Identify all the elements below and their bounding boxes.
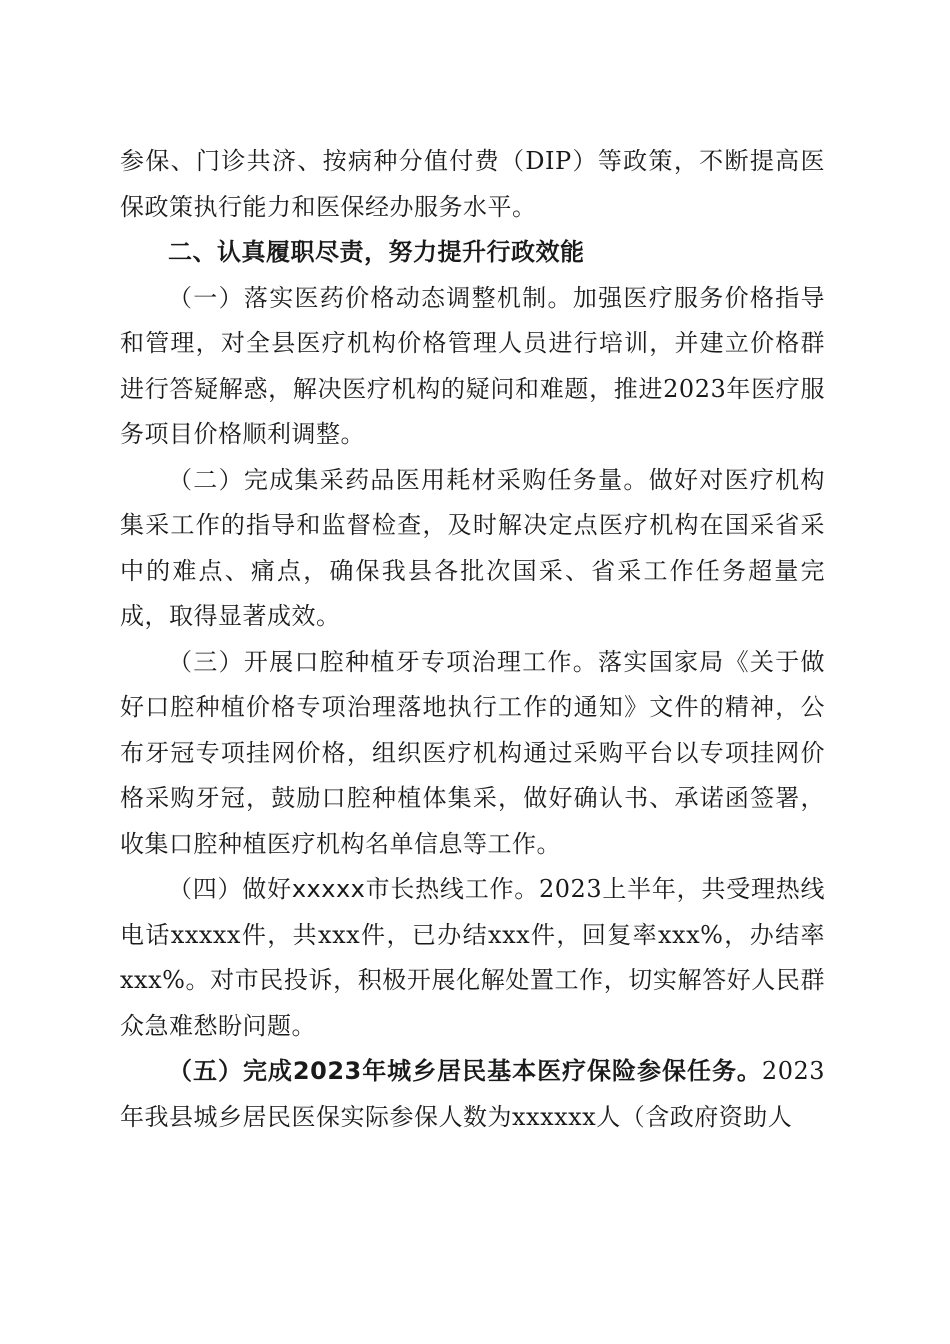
list-item xyxy=(120,640,825,868)
list-item xyxy=(120,458,825,640)
item-body: 2023年我县城乡居民医保实际参保人数为xxxxxx人（含政府资助人 xyxy=(120,1057,825,1131)
document-body xyxy=(120,139,825,1140)
intro-paragraph: 参保、门诊共济、按病种分值付费（DIP）等政策，不断提高医保政策执行能力和医保经办服务水平。 xyxy=(120,147,825,221)
item-lead: （四）做好xxxxx市长热线工作。 xyxy=(168,875,540,903)
list-item xyxy=(120,1049,825,1140)
item-lead: （五）完成2023年城乡居民基本医疗保险参保任务。 xyxy=(168,1057,762,1085)
item-body: 落实国家局《关于做好口腔种植价格专项治理落地执行工作的通知》文件的精神，公布牙冠专项挂网价格，组织医疗机构通过采购平台以专项挂网价格采购牙冠，鼓励口腔种植体集采，做好确认书、承诺函签署，收集口腔种植医疗机构名单信息等工作。 xyxy=(120,647,826,858)
list-item xyxy=(120,867,825,1049)
item-lead: （三）开展口腔种植牙专项治理工作。 xyxy=(168,647,599,676)
item-lead: （一）落实医药价格动态调整机制。 xyxy=(168,283,573,312)
section-heading: 二、认真履职尽责，努力提升行政效能 xyxy=(168,238,585,266)
list-item xyxy=(120,276,825,458)
item-body: 加强医疗服务价格指导和管理，对全县医疗机构价格管理人员进行培训，并建立价格群进行答疑解惑，解决医疗机构的疑问和难题，推进2023年医疗服务项目价格顺利调整。 xyxy=(120,283,826,448)
item-body: 2023上半年，共受理热线电话xxxxx件，共xxx件，已办结xxx件，回复率xxx%，办结率xxx%。对市民投诉，积极开展化解处置工作，切实解答好人民群众急难愁盼问题。 xyxy=(120,875,826,1040)
item-body: 做好对医疗机构集采工作的指导和监督检查，及时解决定点医疗机构在国采省采中的难点、痛点，确保我县各批次国采、省采工作任务超量完成，取得显著成效。 xyxy=(120,465,826,630)
item-lead: （二）完成集采药品医用耗材采购任务量。 xyxy=(168,465,649,494)
